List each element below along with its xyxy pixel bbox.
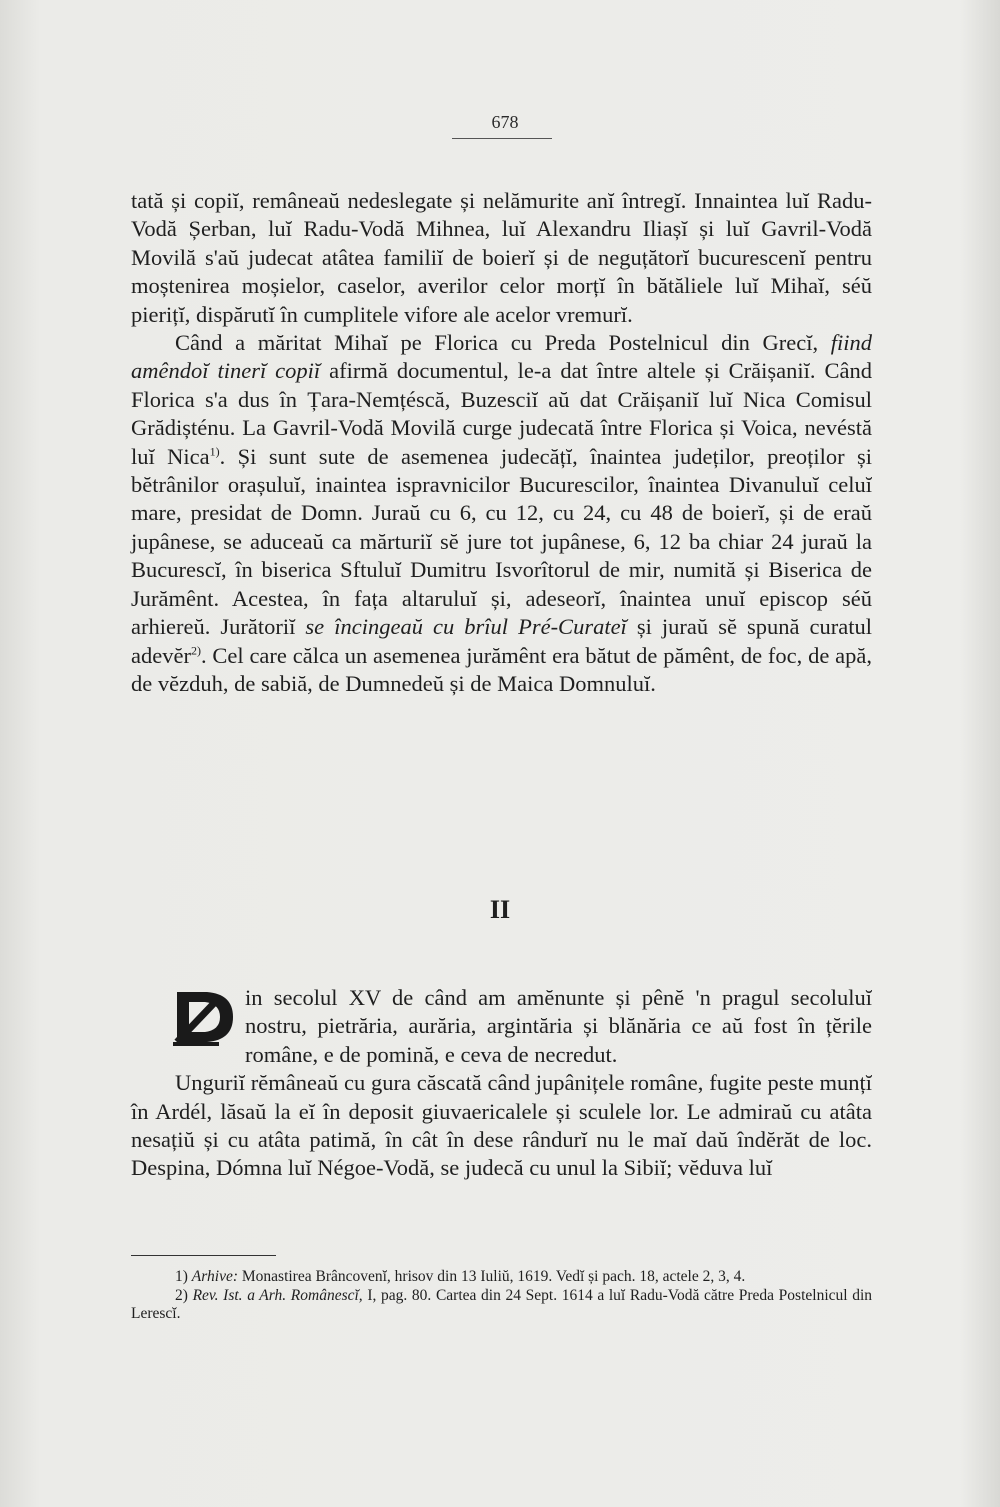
footnote-2-mark: 2): [175, 1286, 188, 1304]
footnote-2: [131, 1287, 872, 1324]
paragraph-2-italic-1: fiind amêndoĭ tinerĭ copiĭ: [131, 330, 872, 384]
footnote-1: [131, 1268, 872, 1287]
paragraph-3-text: in secolul XV de când am amĕnunte și pênĕ 'n pragul secoluluĭ nostru, pietrăria, aurăria, argintăria și blănăria ce aŭ fost în țĕrile române, e de pomină, e ceva de necredut.: [245, 985, 872, 1067]
footnotes: [131, 1268, 872, 1324]
paragraph-2-italic-2: se încingeaŭ cu brîul Pré-Curateĭ: [305, 614, 627, 640]
paragraph-2-part-5: . Cel care călca un asemenea jurămênt era bătut de pămênt, de foc, de apă, de vĕzduh, de sabiă, de Dumnedeŭ și de Maica Domnuluĭ.: [131, 642, 872, 696]
paragraph-2-part-1: Când a măritat Mihaĭ pe Florica cu Preda Postelnicul din Grecĭ,: [175, 330, 819, 356]
paragraph-4: Unguriĭ rĕmâneaŭ cu gura căscată când jupânițele române, fugite peste munțĭ în Ardél, lăsaŭ la eĭ în deposit giuvaericalele și sculele lor. Le admiraŭ cu atâta nesațiŭ și cu atâta patimă, în cât în dese rândurĭ nu le maĭ daŭ îndĕrăt de loc. Despina, Dómna luĭ Négoe-Vodă, se judecă cu unul la Sibiĭ; vĕduva luĭ: [131, 1070, 872, 1181]
footnote-2-text: I, pag. 80. Cartea din 24 Sept. 1614 a luĭ Radu-Vodă către Preda Postelnicul din Lerescĭ.: [131, 1286, 873, 1322]
paragraph-2: [131, 329, 872, 698]
footnote-separator: [131, 1255, 276, 1256]
footnote-ref-1: 1): [209, 444, 220, 459]
footnote-2-source: Rev. Ist. a Arh. Românescĭ,: [192, 1286, 363, 1304]
text-block-2: [131, 984, 872, 1183]
paragraph-2-part-4: și juraŭ sĕ spună curatul adevĕr: [131, 614, 873, 668]
paragraph-2-part-3: . Și sunt sute de asemenea judecățĭ, înaintea judeților, preoților și bĕtrânilor orașuluĭ, inaintea ispravnicilor Bucurescilor, înaintea Divanuluĭ celuĭ mare, presidat de Domn. Juraŭ cu 6, cu 12, cu 24, cu 48 de boierĭ, și de eraŭ jupânese, se aduceaŭ ca mărturiĭ sĕ jure tot jupânese, 6, 12 ba chiar 24 juraŭ la Bucurescĭ, în biserica Sftuluĭ Dumitru Isvorîtorul de mir, numită și Biserica de Jurămênt. Acestea, în fața altaruluĭ și, adeseorĭ, înaintea unuĭ episcop séŭ arhiereŭ. Jurătoriĭ: [131, 443, 872, 640]
page-number-rule: [452, 138, 552, 139]
footnote-1-text: Monastirea Brâncovenĭ, hrisov din 13 Iuliŭ, 1619. Vedĭ și pach. 18, actele 2, 3, 4.: [241, 1268, 746, 1285]
paragraph-2-part-2: afirmă documentul, le-a dat între altele și Crăișaniĭ. Când Florica s'a dus în Țara-Nemțéscă, Buzesciĭ aŭ dat Crăișaniĭ luĭ Nica Comisul Grădișténu. La Gavril-Vodă Movilă curge judecată între Florica și Voica, nevéstă luĭ Nica: [131, 358, 873, 469]
footnote-1-mark: 1): [175, 1268, 188, 1285]
paragraph-3: [131, 984, 872, 1069]
page-number: 678: [491, 112, 519, 132]
footnote-1-source: Arhive:: [191, 1268, 238, 1285]
section-heading: II: [489, 895, 511, 924]
text-block-1: [131, 187, 872, 698]
paragraph-1: tată și copiĭ, remâneaŭ nedeslegate și nelămurite anĭ întregĭ. Innaintea luĭ Radu-Vodă Șerban, luĭ Radu-Vodă Mihnea, luĭ Alexandru Iliașĭ și luĭ Gavril-Vodă Movilă s'aŭ judecat atâtea familiĭ de boierĭ și de neguțătorĭ bucurescenĭ pentru moștenirea moșielor, caselor, averilor celor morțĭ în bătăliele luĭ Mihaĭ, séŭ pierițĭ, dispărutĭ în cumplitele vifore ale acelor vremurĭ.: [131, 188, 872, 327]
footnote-ref-2: 2): [190, 643, 201, 657]
dropcap-d-ornament: [173, 988, 237, 1046]
